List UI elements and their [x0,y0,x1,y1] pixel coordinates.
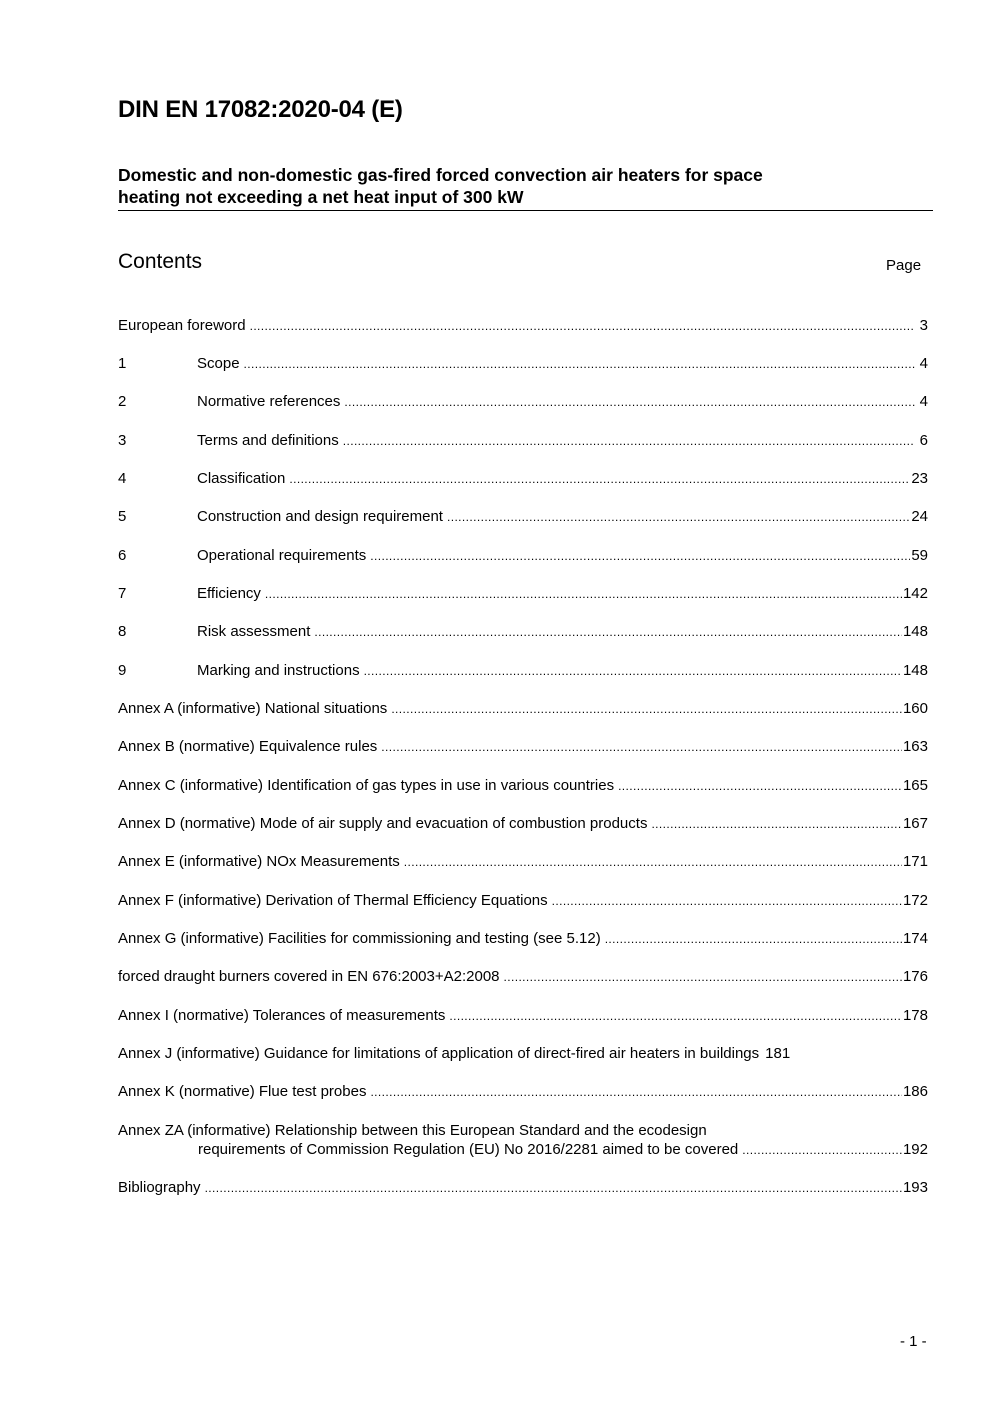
toc-entry-page: 163 [902,738,928,755]
toc-entry-label: requirements of Commission Regulation (EU) No 2016/2281 aimed to be covered [198,1141,739,1158]
toc-entry-label: Classification [197,470,286,487]
document-id: DIN EN 17082:2020-04 (E) [118,96,403,123]
toc-dot-leader [504,968,902,987]
toc-entry-foreword[interactable] [118,316,928,336]
toc-entry-annex-f[interactable] [118,891,928,911]
toc-entry-normative-references[interactable] [118,392,928,412]
toc-dot-leader [370,1083,902,1102]
toc-entry-page: 176 [902,968,928,985]
toc-entry-page: 148 [902,623,928,640]
toc-entry-page: 186 [902,1083,928,1100]
toc-entry-risk-assessment[interactable] [118,622,928,642]
toc-entry-label-line-1: Annex ZA (informative) Relationship between this European Standard and the ecodesign [118,1122,707,1139]
toc-dot-leader [344,393,915,412]
toc-dot-leader [364,662,902,681]
toc-entry-number: 8 [118,623,127,640]
toc-entry-operational[interactable] [118,546,928,566]
toc-entry-label: Annex J (informative) Guidance for limitations of application of direct-fired air heaters in buildings [118,1045,760,1062]
toc-dot-leader [343,432,915,451]
toc-entry-page: 59 [911,547,928,564]
toc-dot-leader [205,1179,902,1198]
toc-entry-annex-za[interactable] [118,1121,928,1160]
toc-entry-page: 4 [919,355,928,372]
toc-entry-bibliography[interactable] [118,1178,928,1198]
toc-entry-number: 4 [118,470,127,487]
toc-entry-page: 4 [919,393,928,410]
toc-entry-number: 6 [118,547,127,564]
toc-entry-annex-d[interactable] [118,814,928,834]
toc-entry-annex-i[interactable] [118,1006,928,1026]
toc-entry-page: 178 [902,1007,928,1024]
toc-entry-label: European foreword [118,317,246,334]
toc-entry-annex-g[interactable] [118,929,928,949]
toc-entry-construction[interactable] [118,507,928,527]
toc-entry-number: 7 [118,585,127,602]
toc-entry-label: Annex F (informative) Derivation of Thermal Efficiency Equations [118,892,548,909]
toc-entry-label: Annex D (normative) Mode of air supply and evacuation of combustion products [118,815,648,832]
toc-entry-label: Annex C (informative) Identification of gas types in use in various countries [118,777,615,794]
toc-entry-terms-definitions[interactable] [118,431,928,451]
toc-dot-leader [605,930,902,949]
toc-entry-label: Annex B (normative) Equivalence rules [118,738,378,755]
toc-entry-page: 23 [911,470,928,487]
toc-entry-page: 142 [902,585,928,602]
toc-entry-page: 3 [919,317,928,334]
document-title-line-1: Domestic and non-domestic gas-fired forced convection air heaters for space [118,165,763,185]
toc-entry-label: Normative references [197,393,341,410]
toc-entry-label: Annex A (informative) National situations [118,700,388,717]
toc-entry-page: 24 [911,508,928,525]
toc-dot-leader [447,508,910,527]
toc-entry-label: Scope [197,355,240,372]
toc-entry-label: Risk assessment [197,623,311,640]
toc-entry-label: Efficiency [197,585,261,602]
toc-entry-page: 160 [902,700,928,717]
toc-dot-leader [742,1141,902,1160]
toc-entry-page: 171 [902,853,928,870]
toc-entry-forced-draught[interactable] [118,967,928,987]
toc-dot-leader [651,815,902,834]
toc-dot-leader [314,623,902,642]
toc-entry-annex-k[interactable] [118,1082,928,1102]
toc-entry-number: 2 [118,393,127,410]
toc-entry-marking[interactable] [118,661,928,681]
toc-dot-leader [404,853,902,872]
toc-entry-label: Operational requirements [197,547,367,564]
toc-entry-label: Terms and definitions [197,432,339,449]
page-number: - 1 - [900,1333,927,1350]
toc-entry-page: 148 [902,662,928,679]
toc-dot-leader [449,1007,902,1026]
toc-entry-annex-a[interactable] [118,699,928,719]
toc-entry-label: Construction and design requirement [197,508,443,525]
toc-dot-leader [250,317,915,336]
toc-dot-leader [289,470,910,489]
toc-entry-page: 6 [919,432,928,449]
toc-entry-label: Annex G (informative) Facilities for commissioning and testing (see 5.12) [118,930,601,947]
page-column-label: Page [886,257,922,274]
toc-entry-page: 167 [902,815,928,832]
contents-heading: Contents [118,250,203,273]
document-title [118,164,933,211]
toc-entry-label: Bibliography [118,1179,201,1196]
toc-entry-scope[interactable] [118,354,928,374]
toc-entry-number: 5 [118,508,127,525]
toc-entry-page: 181 [765,1045,791,1062]
toc-entry-annex-e[interactable] [118,852,928,872]
toc-entry-number: 1 [118,355,127,372]
toc-dot-leader [265,585,902,604]
toc-entry-annex-j[interactable] [118,1044,928,1063]
toc-entry-label: Annex K (normative) Flue test probes [118,1083,367,1100]
toc-entry-label: Marking and instructions [197,662,360,679]
toc-entry-label: forced draught burners covered in EN 676:2003+A2:2008 [118,968,500,985]
toc-dot-leader [244,355,915,374]
toc-entry-classification[interactable] [118,469,928,489]
toc-entry-page: 192 [902,1141,928,1158]
toc-entry-label: Annex I (normative) Tolerances of measurements [118,1007,446,1024]
toc-dot-leader [618,777,902,796]
toc-entry-efficiency[interactable] [118,584,928,604]
toc-entry-annex-c[interactable] [118,776,928,796]
toc-entry-page: 172 [902,892,928,909]
toc-dot-leader [552,892,902,911]
toc-entry-label: Annex E (informative) NOx Measurements [118,853,400,870]
toc-entry-number: 3 [118,432,127,449]
toc-dot-leader [391,700,902,719]
document-title-line-2: heating not exceeding a net heat input of 300 kW [118,187,524,207]
toc-dot-leader [381,738,902,757]
toc-entry-annex-b[interactable] [118,737,928,757]
toc-entry-page: 193 [902,1179,928,1196]
toc-entry-number: 9 [118,662,127,679]
toc-entry-page: 165 [902,777,928,794]
toc-dot-leader [370,547,910,566]
toc-entry-page: 174 [902,930,928,947]
